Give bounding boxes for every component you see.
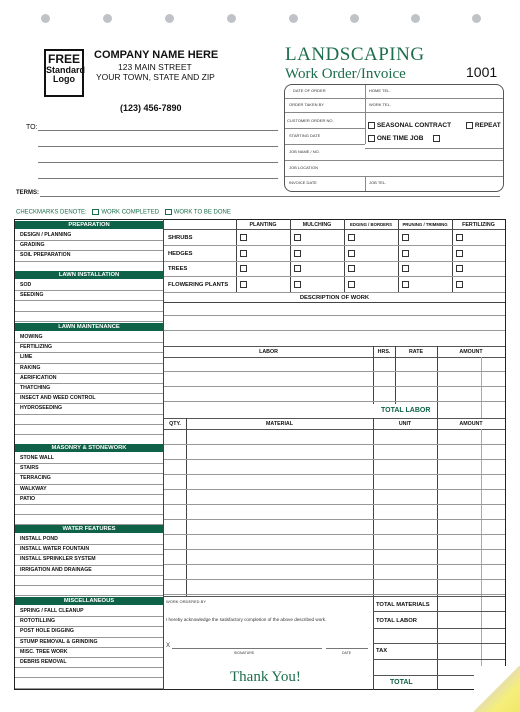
- section-header: PREPARATION: [15, 221, 163, 229]
- grid-line: [437, 346, 438, 418]
- grid-column-header: FERTILIZING: [462, 222, 495, 228]
- amount-header: AMOUNT: [459, 349, 483, 355]
- divider: [163, 219, 164, 690]
- work-tel-label: WORK TEL.: [369, 102, 391, 107]
- row-line: [15, 585, 163, 586]
- row-line: [15, 290, 163, 291]
- starting-date-label: STARTING DATE: [289, 133, 321, 138]
- row-line: [15, 514, 163, 515]
- service-checkbox[interactable]: [294, 281, 301, 288]
- material-row-line[interactable]: [164, 444, 505, 445]
- service-item: SOD: [20, 282, 32, 288]
- material-header: MATERIAL: [266, 421, 293, 427]
- checkbox[interactable]: [368, 122, 375, 129]
- service-item: HYDROSEEDING: [20, 405, 63, 412]
- row-line: [15, 250, 163, 251]
- service-checkbox[interactable]: [348, 265, 355, 272]
- service-item: WALKWAY: [20, 485, 47, 492]
- qty-header: QTY.: [169, 421, 181, 427]
- grid-line: [164, 357, 505, 358]
- checkbox[interactable]: [368, 135, 375, 142]
- service-item: STONE WALL: [20, 455, 54, 461]
- cents-divider: [481, 357, 482, 418]
- row-line: [15, 240, 163, 241]
- grid-column-header: MULCHING: [302, 222, 332, 228]
- row-line: [15, 473, 163, 474]
- service-item: STAIRS: [20, 465, 39, 472]
- grid-line: [164, 229, 505, 230]
- signature-line[interactable]: [172, 648, 322, 649]
- service-checkbox[interactable]: [402, 281, 409, 288]
- service-item: DEBRIS REMOVAL: [20, 659, 67, 665]
- row-line: [15, 393, 163, 394]
- terms-line[interactable]: [40, 196, 500, 197]
- service-item: THATCHING: [20, 385, 51, 391]
- tax-label: TAX: [376, 648, 388, 654]
- row-line: [15, 424, 163, 425]
- row-line: [15, 637, 163, 638]
- grid-row-label: FLOWERING PLANTS: [168, 281, 229, 288]
- grid-column-header: PRUNING / TRIMMING: [402, 222, 448, 227]
- invoice-number: 1001: [466, 64, 498, 80]
- checkbox[interactable]: [466, 122, 473, 129]
- punch-hole: [472, 14, 481, 23]
- grid-line: [236, 219, 237, 292]
- service-checkbox[interactable]: [294, 250, 301, 257]
- material-row-line[interactable]: [164, 519, 505, 520]
- invoice-date-label: INVOICE DATE: [289, 180, 317, 185]
- doc-title: LANDSCAPING: [285, 44, 425, 65]
- service-item: LIME: [20, 354, 33, 361]
- grid-line: [164, 261, 505, 262]
- company-phone: (123) 456-7890: [120, 103, 182, 113]
- service-item: MOWING: [20, 334, 43, 340]
- row-line: [15, 300, 163, 301]
- service-checkbox[interactable]: [456, 265, 463, 272]
- labor-row-line[interactable]: [164, 401, 505, 402]
- service-item: POST HOLE DIGGING: [20, 628, 74, 635]
- logo: [44, 49, 84, 97]
- service-item: SEEDING: [20, 292, 44, 299]
- service-item: GRADING: [20, 242, 45, 249]
- company-name: COMPANY NAME HERE: [94, 49, 219, 61]
- row-line: [15, 321, 163, 322]
- material-row-line[interactable]: [164, 534, 505, 535]
- job-location-label: JOB LOCATION: [289, 165, 319, 170]
- legend-to-be-done: WORK TO BE DONE: [173, 209, 231, 216]
- acknowledge-text: I hereby acknowledge the satisfactory completion of the above described work.: [166, 617, 327, 622]
- description-line[interactable]: [164, 315, 505, 316]
- service-item: RAKING: [20, 364, 41, 371]
- repeat-option[interactable]: [466, 122, 501, 129]
- address-line[interactable]: [38, 162, 278, 163]
- punch-hole: [411, 14, 420, 23]
- one-time-job-option[interactable]: [368, 135, 440, 142]
- row-line: [15, 311, 163, 312]
- logo-line: FREE: [47, 52, 80, 66]
- service-item: INSTALL SPRINKLER SYSTEM: [20, 556, 96, 563]
- grand-total-label: TOTAL: [390, 679, 413, 686]
- checkmark-legend: [16, 209, 231, 216]
- grid-row-label: HEDGES: [168, 250, 193, 257]
- punch-hole: [103, 14, 112, 23]
- punch-hole: [41, 14, 50, 23]
- grid-line: [395, 346, 396, 404]
- grid-line: [344, 219, 345, 292]
- seasonal-contract-option[interactable]: [368, 122, 451, 129]
- total-labor-label: TOTAL LABOR: [381, 407, 431, 414]
- checkbox-icon: [165, 209, 172, 215]
- total-materials-label: TOTAL MATERIALS: [376, 602, 430, 608]
- material-row-line[interactable]: [164, 594, 505, 595]
- description-title: DESCRIPTION OF WORK: [164, 293, 505, 303]
- grid-column-header: EDGING / BORDERS: [349, 222, 393, 227]
- address-line[interactable]: [38, 130, 278, 131]
- grid-line: [164, 276, 505, 277]
- repeat-label: REPEAT: [474, 122, 501, 130]
- row-line: [15, 647, 163, 648]
- row-line: [15, 363, 163, 364]
- row-line: [15, 677, 163, 678]
- grid-line: [164, 245, 505, 246]
- ordered-by-label: WORK ORDERED BY: [166, 599, 207, 604]
- punch-hole: [227, 14, 236, 23]
- divider: [373, 643, 505, 644]
- service-item: TERRACING: [20, 475, 51, 482]
- date-line[interactable]: [326, 648, 368, 649]
- logo-line: Standard: [46, 64, 86, 75]
- row-line: [15, 373, 163, 374]
- order-taken-by-label: ORDER TAKEN BY: [289, 102, 324, 107]
- row-line: [15, 626, 163, 627]
- grid-line: [452, 219, 453, 292]
- service-checkbox[interactable]: [456, 234, 463, 241]
- service-checkbox[interactable]: [240, 250, 247, 257]
- material-row-line[interactable]: [164, 459, 505, 460]
- customer-order-no-label: CUSTOMER ORDER NO.: [287, 118, 334, 123]
- rate-header: RATE: [408, 349, 424, 355]
- material-amount-header: AMOUNT: [459, 421, 483, 427]
- service-checkbox[interactable]: [294, 234, 301, 241]
- row-line: [15, 616, 163, 617]
- doc-subtitle: Work Order/Invoice: [285, 66, 406, 82]
- signature-label: SIGNATURE: [234, 651, 255, 655]
- material-row-line[interactable]: [164, 504, 505, 505]
- checkbox[interactable]: [433, 135, 440, 142]
- section-header: LAWN INSTALLATION: [15, 271, 163, 279]
- grid-row-label: SHRUBS: [168, 235, 193, 241]
- legend-completed: WORK COMPLETED: [101, 209, 160, 216]
- row-line: [15, 403, 163, 404]
- cents-divider: [481, 429, 482, 690]
- material-row-line[interactable]: [164, 489, 505, 490]
- service-item: FERTILIZING: [20, 344, 52, 351]
- material-row-line[interactable]: [164, 579, 505, 580]
- row-line: [15, 565, 163, 566]
- signature-x: X: [166, 643, 171, 649]
- date-label: DATE: [342, 651, 352, 655]
- row-line: [15, 463, 163, 464]
- address-line[interactable]: [38, 146, 278, 147]
- grid-line: [373, 346, 374, 404]
- job-name-label: JOB NAME / NO.: [289, 149, 320, 154]
- service-item: SPRING / FALL CLEANUP: [20, 608, 84, 614]
- service-item: INSECT AND WEED CONTROL: [20, 395, 96, 402]
- row-line: [15, 657, 163, 658]
- service-item: AERIFICATION: [20, 374, 57, 381]
- labor-header: LABOR: [259, 349, 278, 355]
- punch-hole: [289, 14, 298, 23]
- divider: [373, 659, 505, 660]
- service-item: INSTALL WATER FOUNTAIN: [20, 546, 90, 553]
- service-checkbox[interactable]: [240, 281, 247, 288]
- grid-row-label: TREES: [168, 266, 188, 272]
- divider: [373, 628, 505, 629]
- service-checkbox[interactable]: [456, 281, 463, 288]
- service-item: MISC. TREE WORK: [20, 648, 68, 655]
- service-checkbox[interactable]: [456, 250, 463, 257]
- labor-row-line[interactable]: [164, 386, 505, 387]
- row-line: [15, 504, 163, 505]
- bottom-total-labor-label: TOTAL LABOR: [376, 618, 417, 624]
- grid-line: [164, 429, 505, 430]
- checkbox-icon: [92, 209, 99, 215]
- service-checkbox[interactable]: [294, 265, 301, 272]
- section-header: LAWN MAINTENANCE: [15, 323, 163, 331]
- date-of-order-label: DATE OF ORDER: [293, 88, 326, 93]
- service-item: IRRIGATION AND DRAINAGE: [20, 566, 92, 573]
- row-line: [15, 414, 163, 415]
- page-curl: [474, 666, 520, 712]
- grid-line: [290, 219, 291, 292]
- service-checkbox[interactable]: [240, 234, 247, 241]
- one-time-label: ONE TIME JOB: [376, 135, 424, 143]
- thank-you: Thank You!: [230, 669, 301, 685]
- row-line: [15, 688, 163, 689]
- service-checkbox[interactable]: [348, 250, 355, 257]
- hrs-header: HRS.: [377, 349, 391, 355]
- row-line: [15, 352, 163, 353]
- material-row-line[interactable]: [164, 474, 505, 475]
- row-line: [15, 494, 163, 495]
- divider: [373, 611, 505, 612]
- company-city: YOUR TOWN, STATE AND ZIP: [96, 72, 215, 82]
- grid-line: [164, 418, 505, 419]
- service-checkbox[interactable]: [348, 234, 355, 241]
- row-line: [15, 342, 163, 343]
- service-checkbox[interactable]: [348, 281, 355, 288]
- unit-header: UNIT: [398, 421, 412, 427]
- description-line[interactable]: [164, 330, 505, 331]
- service-checkbox[interactable]: [402, 265, 409, 272]
- service-item: STUMP REMOVAL & GRINDING: [20, 638, 98, 645]
- section-header: WATER FEATURES: [15, 525, 163, 533]
- row-line: [15, 261, 163, 262]
- seasonal-label: SEASONAL CONTRACT: [376, 122, 452, 130]
- row-line: [15, 575, 163, 576]
- material-row-line[interactable]: [164, 549, 505, 550]
- divider: [164, 346, 505, 347]
- row-line: [15, 434, 163, 435]
- grid-column-header: PLANTING: [249, 222, 277, 228]
- company-street: 123 MAIN STREET: [118, 62, 192, 72]
- row-line: [15, 667, 163, 668]
- grid-line: [398, 219, 399, 292]
- punch-hole: [165, 14, 174, 23]
- address-line[interactable]: [38, 178, 278, 179]
- to-label: TO:: [26, 124, 38, 131]
- terms-label: TERMS:: [16, 190, 39, 196]
- row-line: [15, 484, 163, 485]
- punch-hole: [350, 14, 359, 23]
- row-line: [15, 383, 163, 384]
- labor-row-line[interactable]: [164, 371, 505, 372]
- order-info-box: [284, 84, 504, 192]
- legend-label: CHECKMARKS DENOTE:: [16, 209, 87, 216]
- logo-line: Logo: [53, 74, 75, 85]
- service-item: ROTOTILLING: [20, 618, 56, 625]
- home-tel-label: HOME TEL.: [369, 88, 391, 93]
- service-checkbox[interactable]: [240, 265, 247, 272]
- section-header: MASONRY & STONEWORK: [15, 444, 163, 452]
- material-row-line[interactable]: [164, 564, 505, 565]
- job-tel-label: JOB TEL.: [369, 180, 387, 185]
- row-line: [15, 544, 163, 545]
- service-item: SOIL PREPARATION: [20, 252, 71, 259]
- grid-line: [164, 596, 505, 597]
- service-item: DESIGN / PLANNING: [20, 232, 72, 238]
- service-checkbox[interactable]: [402, 234, 409, 241]
- service-item: PATIO: [20, 495, 36, 502]
- service-item: INSTALL POND: [20, 536, 58, 542]
- service-checkbox[interactable]: [402, 250, 409, 257]
- row-line: [15, 554, 163, 555]
- section-header: MISCELLANEOUS: [15, 597, 163, 605]
